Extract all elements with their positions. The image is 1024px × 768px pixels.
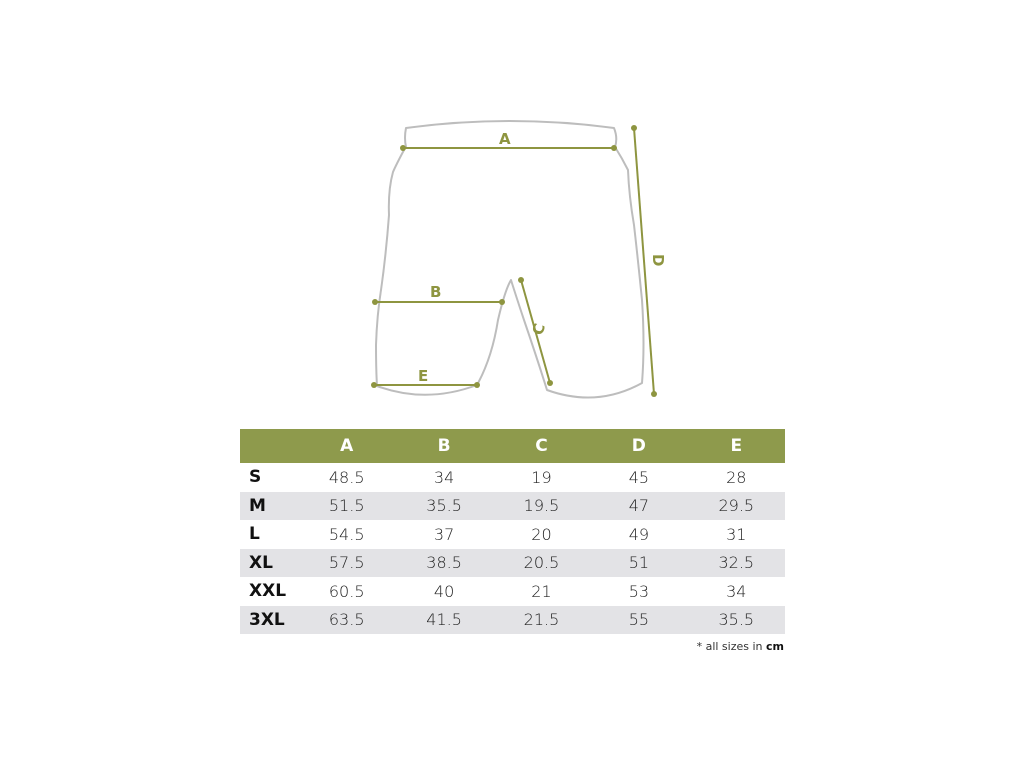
measure-a-start-dot bbox=[400, 145, 406, 151]
measure-b-label: B bbox=[430, 283, 442, 301]
value-a: 63.5 bbox=[298, 606, 395, 635]
value-a: 54.5 bbox=[328, 524, 365, 544]
size-chart-table bbox=[240, 429, 785, 634]
value-b: 35.5 bbox=[395, 492, 492, 521]
value-e: 31 bbox=[726, 524, 747, 544]
value-b: 38.5 bbox=[395, 549, 492, 578]
measure-c-end-dot bbox=[547, 380, 553, 386]
measure-e-label: E bbox=[418, 367, 429, 385]
value-c: 21 bbox=[531, 581, 552, 601]
table-row bbox=[240, 606, 785, 635]
value-c: 21.5 bbox=[493, 606, 590, 635]
measure-b-end-dot bbox=[499, 299, 505, 305]
measure-d-end-dot bbox=[651, 391, 657, 397]
value-a: 51.5 bbox=[298, 492, 395, 521]
size-label: S bbox=[249, 467, 262, 488]
shorts-outline bbox=[376, 121, 644, 398]
table-row bbox=[240, 492, 785, 521]
header-size bbox=[240, 429, 298, 463]
value-d: 45 bbox=[628, 467, 650, 487]
value-e: 34 bbox=[726, 581, 747, 601]
footnote-text: * all sizes in bbox=[696, 640, 767, 653]
value-a: 57.5 bbox=[298, 549, 395, 578]
value-e: 28 bbox=[726, 467, 747, 487]
measure-d-start-dot bbox=[631, 125, 637, 131]
size-label: XL bbox=[240, 549, 298, 578]
value-b: 41.5 bbox=[395, 606, 492, 635]
header-c: C bbox=[493, 429, 590, 463]
value-d: 55 bbox=[590, 606, 687, 635]
value-c: 20.5 bbox=[493, 549, 590, 578]
value-b: 34 bbox=[433, 467, 455, 487]
table-row bbox=[240, 463, 785, 492]
size-label: XXL bbox=[249, 581, 287, 602]
measure-c-label: C bbox=[528, 321, 550, 338]
size-label: M bbox=[240, 492, 298, 521]
footnote-unit: cm bbox=[766, 640, 784, 653]
table-row bbox=[240, 577, 785, 606]
value-d: 53 bbox=[628, 581, 650, 601]
value-d: 51 bbox=[590, 549, 687, 578]
value-e: 35.5 bbox=[688, 606, 785, 635]
value-d: 47 bbox=[590, 492, 687, 521]
value-b: 40 bbox=[433, 581, 455, 601]
measure-b-start-dot bbox=[372, 299, 378, 305]
size-label: L bbox=[249, 524, 260, 545]
value-d: 49 bbox=[628, 524, 650, 544]
size-label: 3XL bbox=[240, 606, 298, 635]
value-e: 29.5 bbox=[688, 492, 785, 521]
measure-c-start-dot bbox=[518, 277, 524, 283]
measure-e-start-dot bbox=[371, 382, 377, 388]
value-b: 37 bbox=[433, 524, 455, 544]
value-e: 32.5 bbox=[688, 549, 785, 578]
value-c: 19 bbox=[531, 467, 552, 487]
value-c: 19.5 bbox=[493, 492, 590, 521]
measure-e-end-dot bbox=[474, 382, 480, 388]
table-row bbox=[240, 520, 785, 549]
value-a: 48.5 bbox=[328, 467, 365, 487]
measure-a-label: A bbox=[499, 130, 511, 148]
units-footnote bbox=[697, 640, 784, 653]
value-a: 60.5 bbox=[328, 581, 365, 601]
header-a: A bbox=[298, 429, 395, 463]
measure-d-label: D bbox=[649, 254, 667, 267]
table-header-row bbox=[240, 429, 785, 463]
measure-a-end-dot bbox=[611, 145, 617, 151]
header-b: B bbox=[395, 429, 492, 463]
header-e: E bbox=[688, 429, 785, 463]
table-row bbox=[240, 549, 785, 578]
header-d: D bbox=[590, 429, 687, 463]
value-c: 20 bbox=[531, 524, 552, 544]
